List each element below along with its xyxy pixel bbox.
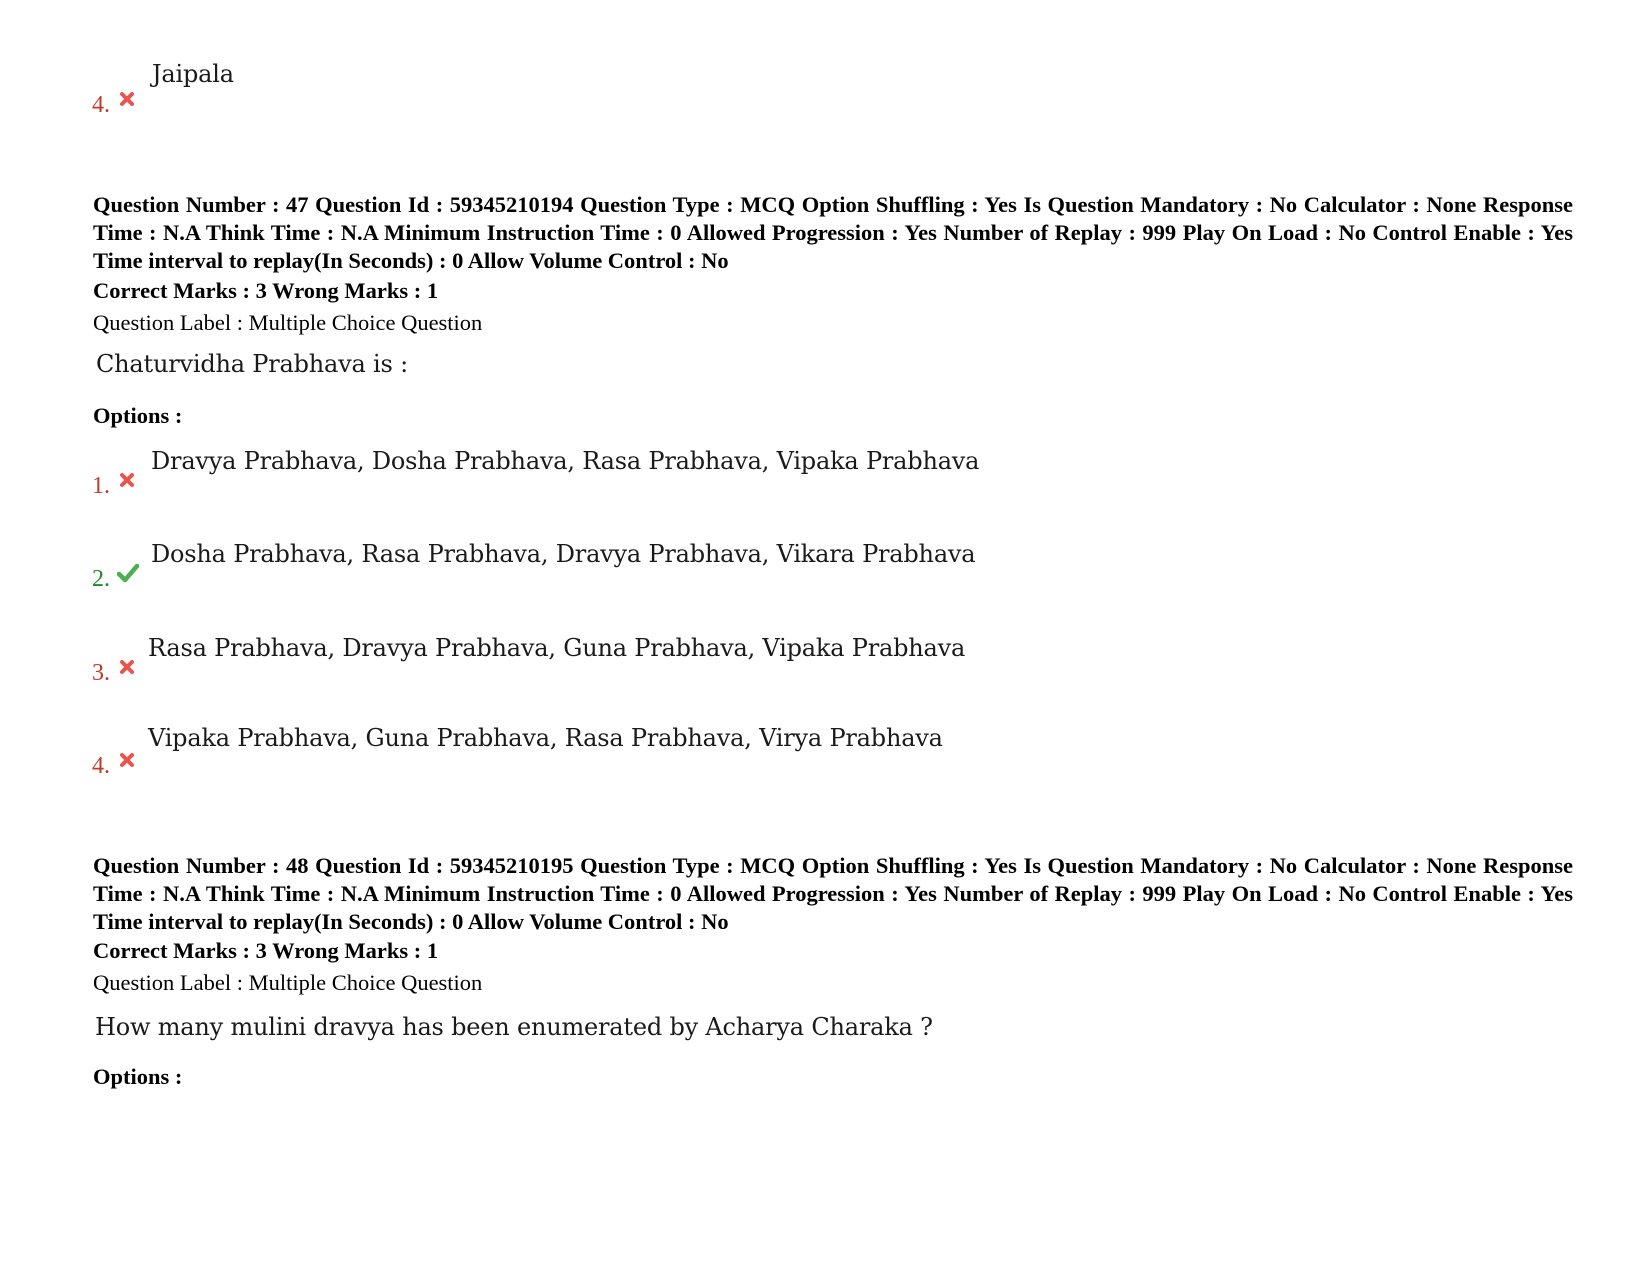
option-number: 2.: [92, 566, 110, 592]
cross-icon: [118, 90, 136, 108]
cross-icon: [118, 751, 136, 769]
question-text: How many mulini dravya has been enumerated by Acharya Charaka ?: [95, 1013, 933, 1041]
option-number: 4.: [92, 753, 110, 779]
question-meta: Question Number : 47 Question Id : 59345210194 Question Type : MCQ Option Shuffling : Yes Is Question Mandatory : No Calculator : None Response Time : N.A Think Time : N.A Minimum Instruction Time : 0 Allowed Progression : Yes Number of Replay : 999 Play On Load : No Control Enable : Yes Time interval to replay(In Seconds) : 0 Allow Volume Control : No: [93, 192, 1573, 273]
cross-icon: [118, 471, 136, 489]
question-text: Chaturvidha Prabhava is :: [96, 350, 408, 378]
option-text: Dravya Prabhava, Dosha Prabhava, Rasa Prabhava, Vipaka Prabhava: [151, 447, 980, 475]
option-number: 1.: [92, 473, 110, 499]
question-label: Question Label : Multiple Choice Question: [93, 970, 483, 995]
option-text: Dosha Prabhava, Rasa Prabhava, Dravya Prabhava, Vikara Prabhava: [151, 540, 976, 568]
question-meta: Question Number : 48 Question Id : 59345210195 Question Type : MCQ Option Shuffling : Yes Is Question Mandatory : No Calculator : None Response Time : N.A Think Time : N.A Minimum Instruction Time : 0 Allowed Progression : Yes Number of Replay : 999 Play On Load : No Control Enable : Yes Time interval to replay(In Seconds) : 0 Allow Volume Control : No: [93, 853, 1573, 934]
options-label: Options :: [93, 1064, 183, 1089]
cross-icon: [118, 658, 136, 676]
question-marks: Correct Marks : 3 Wrong Marks : 1: [93, 278, 439, 303]
option-text: Vipaka Prabhava, Guna Prabhava, Rasa Prabhava, Virya Prabhava: [148, 724, 943, 752]
question-marks: Correct Marks : 3 Wrong Marks : 1: [93, 938, 439, 963]
question-label: Question Label : Multiple Choice Question: [93, 310, 483, 335]
option-text: Rasa Prabhava, Dravya Prabhava, Guna Prabhava, Vipaka Prabhava: [148, 634, 966, 662]
check-icon: [116, 563, 140, 583]
option-number: 3.: [92, 660, 110, 686]
option-number: 4.: [92, 92, 110, 118]
option-text: Jaipala: [152, 60, 234, 88]
options-label: Options :: [93, 403, 183, 428]
